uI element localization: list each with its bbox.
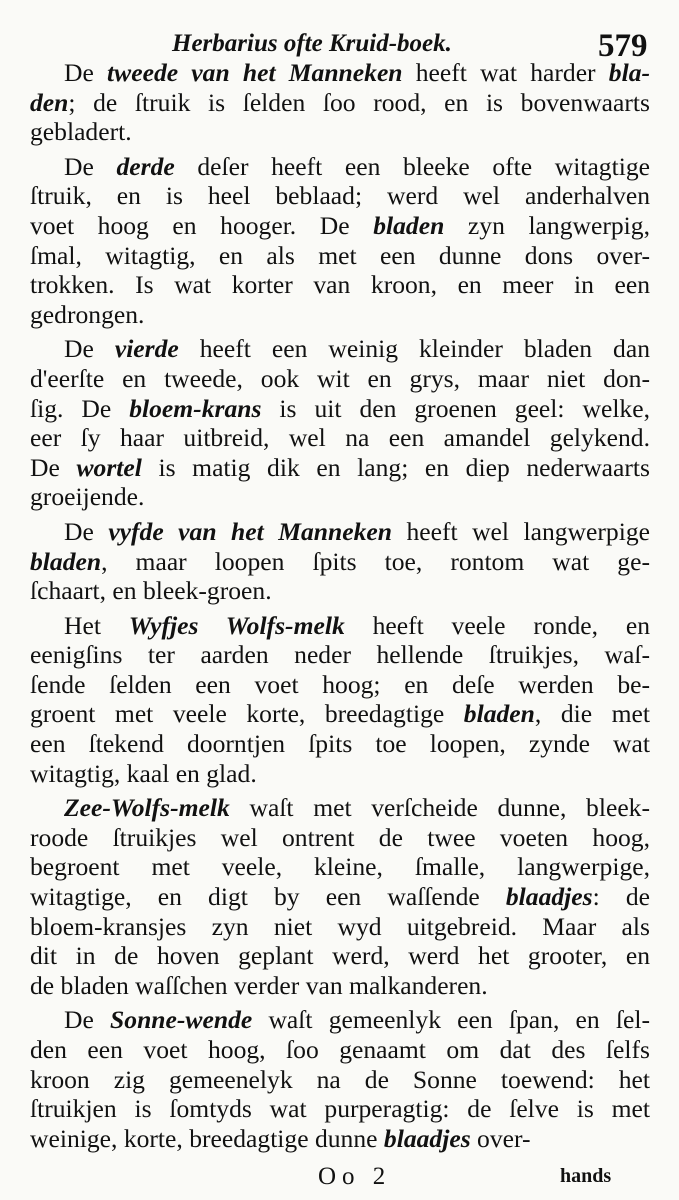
italic-term: wortel xyxy=(76,452,142,482)
text-line xyxy=(30,759,650,789)
text-line xyxy=(30,58,650,88)
text-run: De xyxy=(64,516,109,546)
catchword: hands xyxy=(560,1165,612,1187)
text-run: ſtruik, en is heel beblaad; werd wel anderhalven xyxy=(30,181,650,211)
text-run: deſer heeft een bleeke ofte witagtige xyxy=(174,151,650,181)
text-run: gebladert. xyxy=(30,117,132,147)
text-run: : de xyxy=(592,882,650,912)
text-run: ſig. De xyxy=(30,393,130,423)
text-run: De xyxy=(64,58,108,87)
text-run: trokken. Is wat korter van kroon, en meer in een xyxy=(30,270,650,300)
text-run: groeijende. xyxy=(30,482,145,512)
text-line xyxy=(30,547,650,577)
text-line xyxy=(30,729,650,759)
text-line xyxy=(30,793,650,823)
text-line xyxy=(30,1094,650,1124)
text-run: ſmal, witagtig, en als met een dunne dons over- xyxy=(30,240,650,270)
text-line xyxy=(30,852,650,882)
text-run: heeft wat harder xyxy=(402,58,609,87)
text-run: over- xyxy=(470,1123,531,1153)
text-run: is uit den groenen geel: welke, xyxy=(261,393,650,423)
text-run: den een voet hoog, ſoo genaamt om dat des ſelfs xyxy=(30,1035,650,1064)
signature-mark: Oo 2 xyxy=(318,1163,392,1190)
text-run: groent met veele korte, breedagtige xyxy=(30,699,464,729)
italic-term: blaadjes xyxy=(383,1123,471,1153)
paragraph xyxy=(30,334,650,512)
text-run: ; de ſtruik is ſelden ſoo rood, en is bovenwaarts xyxy=(68,87,650,117)
text-run: De xyxy=(30,452,77,482)
text-line xyxy=(30,152,650,182)
text-run: gedrongen. xyxy=(30,299,145,329)
paragraph xyxy=(30,152,650,330)
text-run: ſtruikjen is ſomtyds wat purperagtig: de ſelve is met xyxy=(30,1094,650,1124)
text-run: kroon zig gemeenelyk na de Sonne toewend: het xyxy=(30,1064,650,1094)
text-run: roode ſtruikjes wel ontrent de twee voeten hoog, xyxy=(30,822,650,852)
text-run: De xyxy=(64,151,117,181)
text-line xyxy=(30,270,650,300)
text-line xyxy=(30,211,650,241)
italic-term: bla- xyxy=(608,58,651,87)
paragraph xyxy=(30,517,650,606)
text-line xyxy=(30,576,650,606)
text-run: een ſtekend doorntjen ſpits toe loopen, zynde wat xyxy=(30,729,650,759)
text-run: witagtig, kaal en glad. xyxy=(30,758,257,788)
body-text xyxy=(30,58,650,1153)
text-line xyxy=(30,912,650,942)
text-line xyxy=(30,699,650,729)
italic-term: bloem-krans xyxy=(129,393,262,423)
italic-term: vierde xyxy=(114,334,179,364)
text-run: bloem-kransjes zyn niet wyd uitgebreid. Maar als xyxy=(30,911,650,941)
text-line xyxy=(30,823,650,853)
text-run: De xyxy=(64,334,115,364)
text-run: d'eerſte en tweede, ook wit en grys, maar niet don- xyxy=(30,363,650,393)
italic-term: blaadjes xyxy=(505,882,593,912)
text-line xyxy=(30,1005,650,1035)
text-line xyxy=(30,941,650,971)
text-run: is matig dik en lang; en diep nederwaarts xyxy=(141,452,650,482)
text-run: zyn langwerpig, xyxy=(444,210,650,240)
text-run: voet hoog en hooger. De xyxy=(30,210,374,240)
text-run: ſende ſelden een voet hoog; en deſe werden be- xyxy=(30,669,650,699)
text-line xyxy=(30,300,650,330)
italic-term: vyfde van het Manneken xyxy=(108,516,392,546)
text-line xyxy=(30,670,650,700)
text-run: eer ſy haar uitbreid, wel na een amandel gelykend. xyxy=(30,423,650,453)
text-line xyxy=(30,517,650,547)
italic-term: bladen xyxy=(463,699,535,729)
text-line xyxy=(30,334,650,364)
italic-term: bladen xyxy=(373,210,445,240)
text-run: heeft een weinig kleinder bladen dan xyxy=(178,334,650,364)
text-run: waſt gemeenlyk een ſpan, en ſel- xyxy=(252,1005,650,1035)
text-line xyxy=(30,453,650,483)
text-run: waſt met verſcheide dunne, bleek- xyxy=(229,793,650,823)
text-line xyxy=(30,640,650,670)
text-line xyxy=(30,1035,650,1065)
italic-term: derde xyxy=(116,151,175,181)
page-number: 579 xyxy=(598,28,648,64)
italic-term: bladen xyxy=(30,546,102,576)
text-line xyxy=(30,241,650,271)
italic-term: Zee-Wolfs-melk xyxy=(64,793,230,823)
text-run: Het xyxy=(64,610,129,640)
italic-term: den xyxy=(30,87,69,117)
text-line xyxy=(30,1065,650,1095)
text-line xyxy=(30,882,650,912)
text-run: , maar loopen ſpits toe, rontom wat ge- xyxy=(101,546,650,576)
paragraph xyxy=(30,793,650,1000)
text-run: dit in de hoven geplant werd, werd het grooter, en xyxy=(30,941,650,971)
paragraph xyxy=(30,58,650,147)
paragraph xyxy=(30,611,650,789)
text-line xyxy=(30,423,650,453)
italic-term: tweede van het Manneken xyxy=(107,58,403,87)
italic-term: Wyfjes Wolfs-melk xyxy=(128,610,345,640)
text-run: witagtige, en digt by een waſſende xyxy=(30,882,506,912)
text-run: eenigſins ter aarden neder hellende ſtruikjes, waſ- xyxy=(30,640,650,670)
text-line xyxy=(30,88,650,118)
text-line xyxy=(30,1124,650,1154)
text-run: , die met xyxy=(534,699,650,729)
text-line xyxy=(30,611,650,641)
text-run: de bladen waſſchen verder van malkanderen. xyxy=(30,970,488,1000)
text-run: heeft veele ronde, en xyxy=(344,610,650,640)
running-title: Herbarius ofte Kruid-boek. xyxy=(172,30,452,57)
text-line xyxy=(30,364,650,394)
text-line xyxy=(30,394,650,424)
text-run: De xyxy=(64,1005,111,1035)
paragraph xyxy=(30,1005,650,1153)
text-run: begroent met veele, kleine, ſmalle, langwerpige, xyxy=(30,852,650,882)
text-run: heeft wel langwerpige xyxy=(391,516,650,546)
italic-term: Sonne-wende xyxy=(110,1005,253,1035)
text-run: ſchaart, en bleek-groen. xyxy=(30,576,272,606)
text-line xyxy=(30,181,650,211)
text-line xyxy=(30,482,650,512)
text-run: weinige, korte, breedagtige dunne xyxy=(30,1123,384,1153)
text-line xyxy=(30,117,650,147)
text-line xyxy=(30,971,650,1001)
